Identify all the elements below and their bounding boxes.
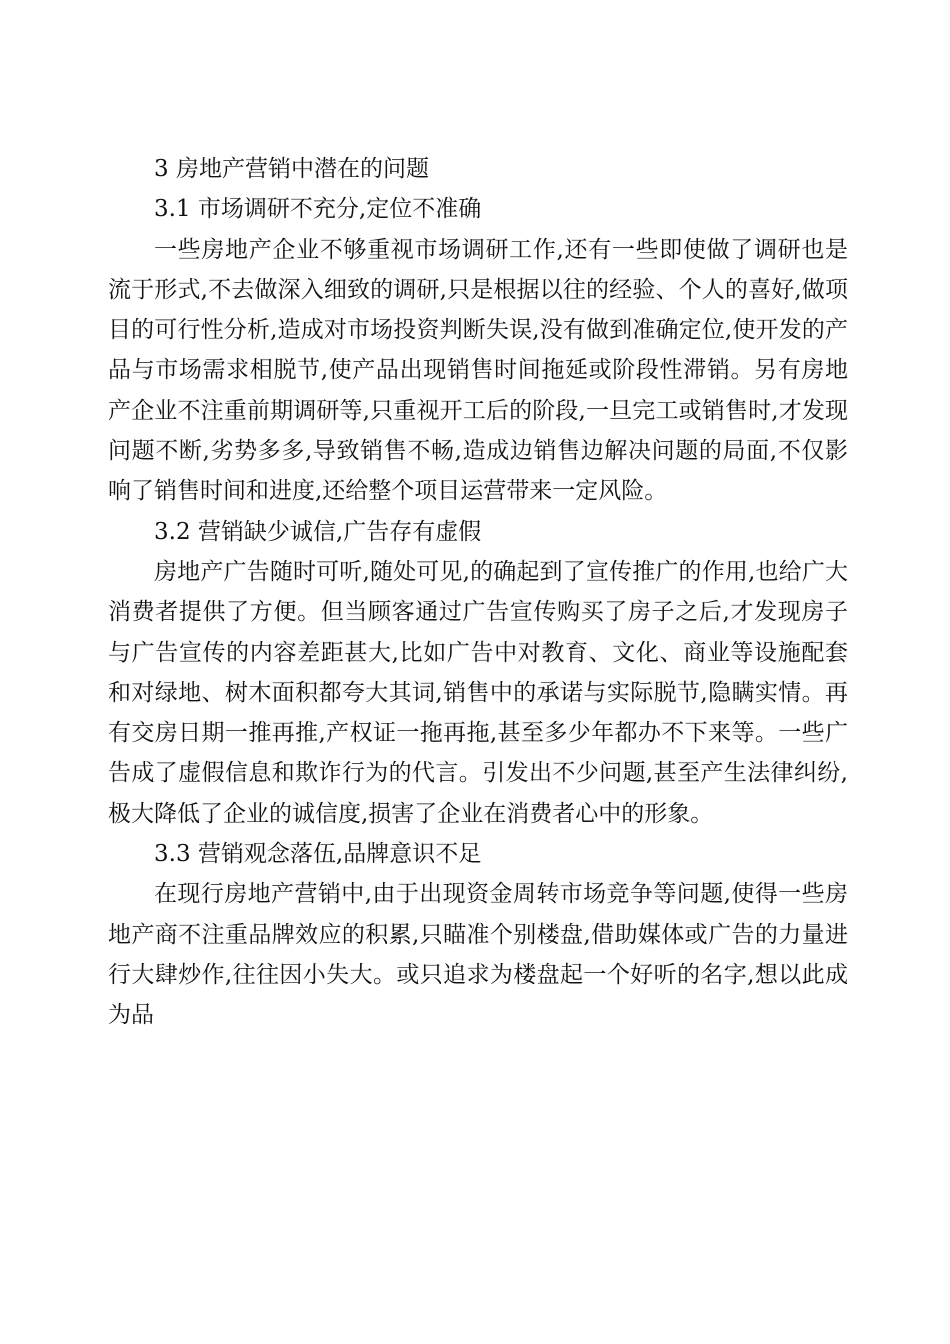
- paragraph-3-1: 一些房地产企业不够重视市场调研工作,还有一些即使做了调研也是流于形式,不去做深入细致的调研,只是根据以往的经验、个人的喜好,做项目的可行性分析,造成对市场投资判断失误,没有做到准确定位,使开发的产品与市场需求相脱节,使产品出现销售时间拖延或阶段性滞销。另有房地产企业不注重前期调研等,只重视开工后的阶段,一旦完工或销售时,才发现问题不断,劣势多多,导致销售不畅,造成边销售边解决问题的局面,不仅影响了销售时间和进度,还给整个项目运营带来一定风险。: [108, 236, 848, 505]
- section-title: 3 房地产营销中潜在的问题: [154, 156, 429, 182]
- paragraph-3-3: 在现行房地产营销中,由于出现资金周转市场竞争等问题,使得一些房地产商不注重品牌效应的积累,只瞄准个别楼盘,借助媒体或广告的力量进行大肆炒作,往往因小失大。或只追求为楼盘起一个好听的名字,想以此成为品: [108, 881, 848, 1029]
- subsection-heading-3-1: 3.1 市场调研不充分,定位不准确: [154, 196, 482, 223]
- paragraph-3-2: 房地产广告随时可听,随处可见,的确起到了宣传推广的作用,也给广大消费者提供了方便。但当顾客通过广告宣传购买了房子之后,才发现房子与广告宣传的内容差距甚大,比如广告中对教育、文化、商业等设施配套和对绿地、树木面积都夸大其词,销售中的承诺与实际脱节,隐瞒实情。再有交房日期一推再推,产权证一拖再拖,甚至多少年都办不下来等。一些广告成了虚假信息和欺诈行为的代言。引发出不少问题,甚至产生法律纠纷,极大降低了企业的诚信度,损害了企业在消费者心中的形象。: [108, 558, 848, 827]
- subsection-heading-3-3: 3.3 营销观念落伍,品牌意识不足: [154, 841, 482, 868]
- subsection-heading-3-2: 3.2 营销缺少诚信,广告存有虚假: [154, 518, 482, 545]
- document-body: [108, 149, 848, 1036]
